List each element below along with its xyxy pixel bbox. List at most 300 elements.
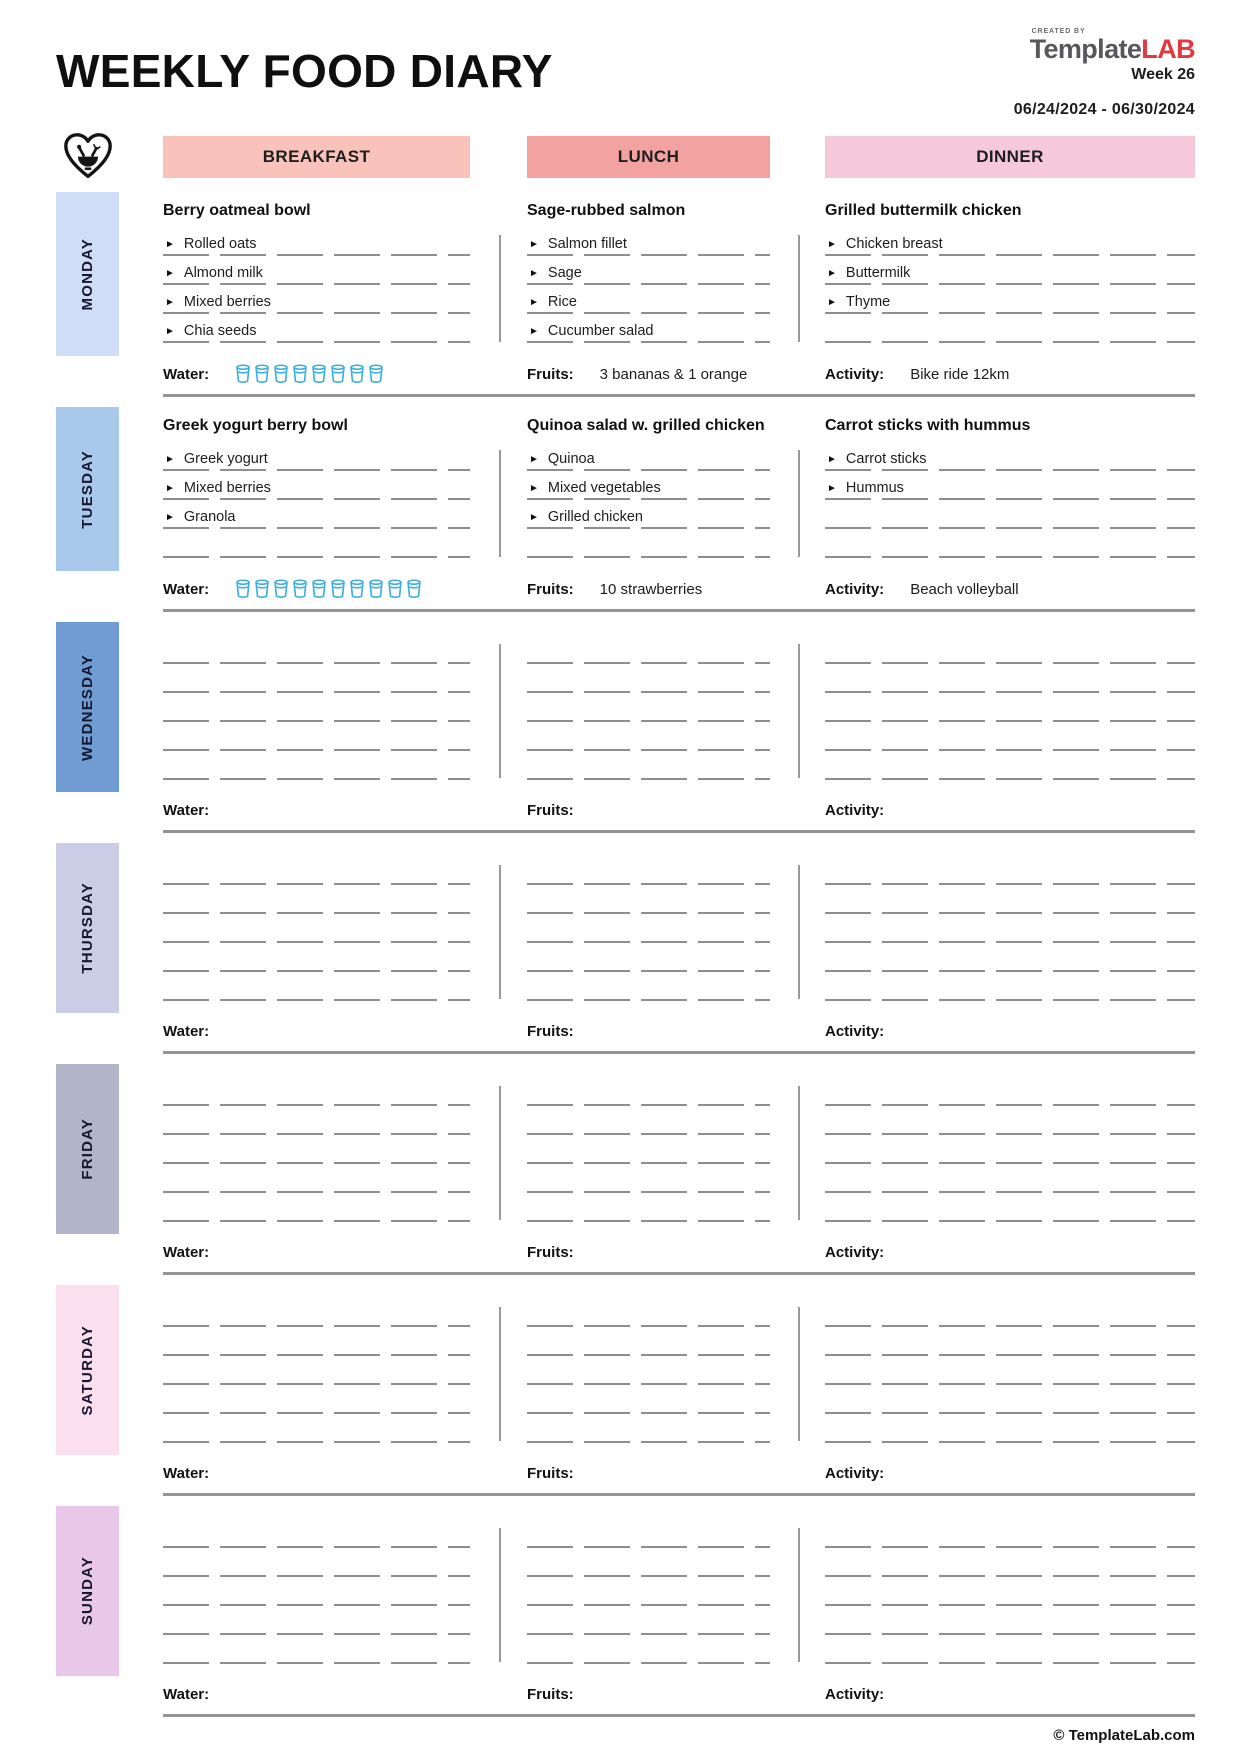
day-tab-saturday — [56, 1285, 119, 1455]
water-label: Water: — [163, 580, 210, 598]
water-cup-icon[interactable] — [368, 364, 384, 384]
meal-item[interactable] — [163, 316, 470, 345]
day-label: SUNDAY — [79, 1556, 96, 1626]
water-tracker — [163, 1023, 470, 1040]
column-header-dinner: DINNER — [825, 136, 1195, 178]
day-separator — [163, 830, 1195, 833]
meal-breakfast — [163, 637, 470, 782]
meal-title: Sage-rubbed salmon — [527, 202, 686, 219]
meal-item[interactable] — [163, 473, 470, 502]
meal-item[interactable] — [527, 473, 770, 502]
fruits-label: Fruits: — [527, 1022, 574, 1040]
meal-dinner — [825, 415, 1195, 561]
meal-item-text: Quinoa — [547, 451, 595, 467]
blank-entry-line[interactable] — [825, 1079, 1195, 1108]
blank-entry-line[interactable] — [163, 974, 470, 1003]
blank-entry-line[interactable] — [825, 1579, 1195, 1608]
blank-entry-line[interactable] — [163, 1521, 470, 1550]
blank-entry-line[interactable] — [163, 1079, 470, 1108]
date-range: 06/24/2024 - 06/30/2024 — [1013, 101, 1195, 118]
water-label: Water: — [163, 1243, 210, 1261]
day-stats — [163, 1234, 1195, 1270]
meals-grid — [163, 843, 1195, 1013]
blank-entry-line[interactable] — [527, 945, 770, 974]
blank-entry-line[interactable] — [527, 974, 770, 1003]
blank-entry-line[interactable] — [527, 1637, 770, 1666]
bullet-icon: ► — [165, 512, 175, 523]
day-row-tuesday — [56, 407, 1195, 612]
blank-entry-line[interactable] — [527, 1416, 770, 1445]
meal-item[interactable] — [163, 258, 470, 287]
column-divider — [470, 858, 527, 1003]
meals-grid — [163, 192, 1195, 356]
blank-entry-line[interactable] — [527, 1300, 770, 1329]
blank-entry-line[interactable] — [825, 858, 1195, 887]
meal-item[interactable] — [825, 473, 1195, 502]
blank-entry-line[interactable] — [825, 1166, 1195, 1195]
bullet-icon: ► — [529, 268, 539, 279]
water-cup-icon[interactable] — [292, 579, 308, 599]
blank-entry-line[interactable] — [825, 531, 1195, 560]
blank-entry-line[interactable] — [163, 1637, 470, 1666]
blank-entry-line[interactable] — [527, 1579, 770, 1608]
day-row-friday — [56, 1064, 1195, 1275]
fruits-field — [527, 366, 770, 383]
column-header-breakfast: BREAKFAST — [163, 136, 470, 178]
column-header-lunch: LUNCH — [527, 136, 770, 178]
bullet-icon: ► — [827, 454, 837, 465]
meal-item[interactable] — [527, 502, 770, 531]
day-label: MONDAY — [79, 237, 96, 311]
fruits-field — [527, 1686, 770, 1703]
water-cup-icon[interactable] — [273, 579, 289, 599]
activity-field — [825, 802, 1195, 819]
blank-entry-line[interactable] — [163, 887, 470, 916]
bullet-icon: ► — [827, 297, 837, 308]
blank-entry-line[interactable] — [527, 753, 770, 782]
meal-item[interactable] — [163, 229, 470, 258]
meal-dinner — [825, 1521, 1195, 1666]
day-row-thursday — [56, 843, 1195, 1054]
column-divider — [770, 637, 825, 782]
heart-utensils-icon — [56, 132, 119, 182]
blank-entry-line[interactable] — [825, 502, 1195, 531]
blank-entry-line[interactable] — [825, 1108, 1195, 1137]
blank-entry-line[interactable] — [825, 1329, 1195, 1358]
footer-link[interactable]: © TemplateLab.com — [1053, 1727, 1195, 1744]
blank-entry-line[interactable] — [825, 695, 1195, 724]
column-divider — [470, 637, 527, 782]
meal-item[interactable] — [527, 316, 770, 345]
fruits-field — [527, 802, 770, 819]
blank-entry-line[interactable] — [163, 1416, 470, 1445]
meal-breakfast — [163, 415, 470, 561]
bullet-icon: ► — [529, 454, 539, 465]
brand-block — [1014, 26, 1195, 119]
water-cup-icon[interactable] — [254, 579, 270, 599]
bullet-icon: ► — [165, 483, 175, 494]
meal-item-text: Chia seeds — [183, 323, 257, 339]
fruits-label: Fruits: — [527, 580, 574, 598]
water-cup-icon[interactable] — [330, 579, 346, 599]
water-tracker — [163, 579, 470, 599]
meal-item-text: Carrot sticks — [845, 451, 927, 467]
fruits-value[interactable]: 10 strawberries — [599, 580, 703, 598]
blank-entry-line[interactable] — [825, 1358, 1195, 1387]
activity-field — [825, 366, 1195, 383]
blank-entry-line[interactable] — [527, 724, 770, 753]
water-cups — [235, 579, 422, 599]
activity-field — [825, 1465, 1195, 1482]
diary-days — [56, 192, 1195, 1717]
meal-item[interactable] — [825, 229, 1195, 258]
meal-title: Greek yogurt berry bowl — [163, 417, 348, 434]
meal-dinner — [825, 637, 1195, 782]
blank-entry-line[interactable] — [825, 666, 1195, 695]
day-label: TUESDAY — [79, 449, 96, 529]
blank-entry-line[interactable] — [825, 316, 1195, 345]
activity-label: Activity: — [825, 801, 885, 819]
blank-entry-line[interactable] — [527, 637, 770, 666]
column-divider — [770, 1300, 825, 1445]
activity-label: Activity: — [825, 1685, 885, 1703]
column-divider — [770, 858, 825, 1003]
blank-entry-line[interactable] — [527, 1550, 770, 1579]
meal-item-text: Chicken breast — [845, 236, 943, 252]
blank-entry-line[interactable] — [825, 945, 1195, 974]
day-separator — [163, 1493, 1195, 1496]
bullet-icon: ► — [529, 239, 539, 250]
day-tab-tuesday — [56, 407, 119, 571]
day-row-saturday — [56, 1285, 1195, 1496]
week-label: Week 26 — [1131, 66, 1195, 83]
blank-entry-line[interactable] — [825, 974, 1195, 1003]
blank-entry-line[interactable] — [527, 666, 770, 695]
meal-breakfast — [163, 1300, 470, 1445]
water-cup-icon[interactable] — [311, 579, 327, 599]
brand-logo — [1030, 28, 1195, 63]
meal-item-text: Thyme — [845, 294, 891, 310]
blank-entry-line[interactable] — [163, 531, 470, 560]
meal-breakfast — [163, 858, 470, 1003]
blank-entry-line[interactable] — [163, 1108, 470, 1137]
day-stats — [163, 356, 1195, 392]
water-cup-icon[interactable] — [254, 364, 270, 384]
meal-dinner — [825, 1079, 1195, 1224]
day-tab-wednesday — [56, 622, 119, 792]
fruits-label: Fruits: — [527, 365, 574, 383]
water-label: Water: — [163, 801, 210, 819]
meal-item-text: Sage — [547, 265, 582, 281]
day-label: SATURDAY — [79, 1324, 96, 1416]
fruits-label: Fruits: — [527, 1243, 574, 1261]
water-cup-icon[interactable] — [349, 579, 365, 599]
meal-item[interactable] — [527, 229, 770, 258]
day-separator — [163, 1051, 1195, 1054]
bullet-icon: ► — [165, 454, 175, 465]
day-tab-thursday — [56, 843, 119, 1013]
day-separator — [163, 609, 1195, 612]
meal-lunch — [527, 858, 770, 1003]
water-tracker — [163, 1465, 470, 1482]
blank-entry-line[interactable] — [825, 1416, 1195, 1445]
day-separator — [163, 1272, 1195, 1275]
blank-entry-line[interactable] — [825, 1550, 1195, 1579]
blank-entry-line[interactable] — [825, 887, 1195, 916]
day-row-sunday — [56, 1506, 1195, 1717]
blank-entry-line[interactable] — [527, 695, 770, 724]
fruits-label: Fruits: — [527, 1685, 574, 1703]
day-stats — [163, 1455, 1195, 1491]
meal-item[interactable] — [527, 258, 770, 287]
bullet-icon: ► — [165, 268, 175, 279]
blank-entry-line[interactable] — [163, 637, 470, 666]
meal-item-text: Granola — [183, 509, 236, 525]
blank-entry-line[interactable] — [825, 1608, 1195, 1637]
meal-title: Quinoa salad w. grilled chicken — [527, 417, 765, 434]
blank-entry-line[interactable] — [163, 666, 470, 695]
blank-entry-line[interactable] — [825, 1387, 1195, 1416]
meal-lunch — [527, 637, 770, 782]
bullet-icon: ► — [529, 326, 539, 337]
bullet-icon: ► — [529, 483, 539, 494]
meal-item-text: Mixed vegetables — [547, 480, 661, 496]
meal-lunch — [527, 415, 770, 561]
blank-entry-line[interactable] — [527, 858, 770, 887]
meals-grid — [163, 1285, 1195, 1455]
blank-entry-line[interactable] — [527, 1137, 770, 1166]
blank-entry-line[interactable] — [825, 1300, 1195, 1329]
meal-item-text: Mixed berries — [183, 480, 271, 496]
water-tracker — [163, 1244, 470, 1261]
blank-entry-line[interactable] — [825, 1521, 1195, 1550]
water-label: Water: — [163, 1685, 210, 1703]
bullet-icon: ► — [827, 483, 837, 494]
activity-field — [825, 1686, 1195, 1703]
blank-entry-line[interactable] — [163, 1358, 470, 1387]
day-tab-friday — [56, 1064, 119, 1234]
activity-field — [825, 581, 1195, 598]
activity-field — [825, 1023, 1195, 1040]
blank-entry-line[interactable] — [163, 1329, 470, 1358]
blank-entry-line[interactable] — [163, 1550, 470, 1579]
water-cup-icon[interactable] — [292, 364, 308, 384]
day-row-wednesday — [56, 622, 1195, 833]
page-title: WEEKLY FOOD DIARY — [56, 45, 553, 97]
meal-item-text: Hummus — [845, 480, 904, 496]
meal-item-text: Rolled oats — [183, 236, 257, 252]
bullet-icon: ► — [165, 326, 175, 337]
activity-label: Activity: — [825, 365, 885, 383]
column-divider — [770, 1521, 825, 1666]
masthead — [56, 26, 1195, 132]
bullet-icon: ► — [827, 239, 837, 250]
meal-item[interactable] — [825, 444, 1195, 473]
meal-item[interactable] — [825, 287, 1195, 316]
meals-grid — [163, 1064, 1195, 1234]
day-stats — [163, 1676, 1195, 1712]
column-divider — [470, 200, 527, 346]
blank-entry-line[interactable] — [527, 531, 770, 560]
bullet-icon: ► — [529, 297, 539, 308]
blank-entry-line[interactable] — [527, 1166, 770, 1195]
meal-item-text: Rice — [547, 294, 577, 310]
water-cup-icon[interactable] — [330, 364, 346, 384]
bullet-icon: ► — [827, 268, 837, 279]
water-cup-icon[interactable] — [311, 364, 327, 384]
day-stats — [163, 1013, 1195, 1049]
water-cup-icon[interactable] — [235, 364, 251, 384]
water-cup-icon[interactable] — [273, 364, 289, 384]
water-cup-icon[interactable] — [387, 579, 403, 599]
water-cup-icon[interactable] — [235, 579, 251, 599]
blank-entry-line[interactable] — [163, 753, 470, 782]
day-row-monday — [56, 192, 1195, 397]
blank-entry-line[interactable] — [163, 1608, 470, 1637]
footer — [163, 1727, 1195, 1745]
water-tracker — [163, 364, 470, 384]
meal-breakfast — [163, 1521, 470, 1666]
fruits-field — [527, 1023, 770, 1040]
meal-lunch — [527, 1521, 770, 1666]
bullet-icon: ► — [529, 512, 539, 523]
meals-grid — [163, 1506, 1195, 1676]
meal-item-text: Buttermilk — [845, 265, 911, 281]
blank-entry-line[interactable] — [163, 695, 470, 724]
blank-entry-line[interactable] — [163, 1195, 470, 1224]
activity-field — [825, 1244, 1195, 1261]
meal-item-text: Greek yogurt — [183, 451, 268, 467]
brand-created-by: CREATED BY — [1031, 28, 1086, 35]
day-stats — [163, 571, 1195, 607]
meal-item-text: Almond milk — [183, 265, 263, 281]
column-divider — [470, 415, 527, 561]
meal-dinner — [825, 1300, 1195, 1445]
day-label: THURSDAY — [79, 882, 96, 974]
blank-entry-line[interactable] — [163, 916, 470, 945]
activity-value[interactable]: Bike ride 12km — [910, 365, 1010, 383]
blank-entry-line[interactable] — [163, 1579, 470, 1608]
blank-entry-line[interactable] — [527, 916, 770, 945]
blank-entry-line[interactable] — [825, 1195, 1195, 1224]
water-tracker — [163, 802, 470, 819]
fruits-field — [527, 1244, 770, 1261]
blank-entry-line[interactable] — [163, 1166, 470, 1195]
meal-dinner — [825, 858, 1195, 1003]
brand-name: TemplateLAB — [1029, 34, 1195, 64]
column-divider — [470, 1300, 527, 1445]
meal-lunch — [527, 200, 770, 346]
day-tab-monday — [56, 192, 119, 356]
fruits-label: Fruits: — [527, 1464, 574, 1482]
meal-item[interactable] — [527, 287, 770, 316]
fruits-field — [527, 1465, 770, 1482]
meal-breakfast — [163, 1079, 470, 1224]
blank-entry-line[interactable] — [825, 724, 1195, 753]
meal-item[interactable] — [163, 287, 470, 316]
day-label: FRIDAY — [79, 1118, 96, 1180]
meal-title: Berry oatmeal bowl — [163, 202, 311, 219]
blank-entry-line[interactable] — [163, 1300, 470, 1329]
day-label: WEDNESDAY — [79, 653, 96, 761]
column-headers — [56, 132, 1195, 182]
water-label: Water: — [163, 1464, 210, 1482]
meal-lunch — [527, 1300, 770, 1445]
water-label: Water: — [163, 1022, 210, 1040]
day-stats — [163, 792, 1195, 828]
fruits-label: Fruits: — [527, 801, 574, 819]
meal-item[interactable] — [163, 444, 470, 473]
water-label: Water: — [163, 365, 210, 383]
day-separator — [163, 394, 1195, 397]
meal-item[interactable] — [527, 444, 770, 473]
activity-label: Activity: — [825, 1022, 885, 1040]
column-divider — [770, 415, 825, 561]
blank-entry-line[interactable] — [527, 887, 770, 916]
meals-grid — [163, 622, 1195, 792]
column-divider — [470, 1079, 527, 1224]
meal-item-text: Salmon fillet — [547, 236, 627, 252]
water-tracker — [163, 1686, 470, 1703]
fruits-value[interactable]: 3 bananas & 1 orange — [599, 365, 748, 383]
meal-title: Carrot sticks with hummus — [825, 417, 1031, 434]
column-divider — [470, 1521, 527, 1666]
blank-entry-line[interactable] — [163, 724, 470, 753]
meal-item[interactable] — [825, 258, 1195, 287]
column-divider — [770, 200, 825, 346]
water-cup-icon[interactable] — [368, 579, 384, 599]
meal-lunch — [527, 1079, 770, 1224]
meal-item-text: Grilled chicken — [547, 509, 643, 525]
activity-label: Activity: — [825, 580, 885, 598]
bullet-icon: ► — [165, 297, 175, 308]
activity-label: Activity: — [825, 1243, 885, 1261]
meals-grid — [163, 407, 1195, 571]
blank-entry-line[interactable] — [527, 1608, 770, 1637]
meal-item[interactable] — [163, 502, 470, 531]
blank-entry-line[interactable] — [825, 1637, 1195, 1666]
blank-entry-line[interactable] — [527, 1195, 770, 1224]
meal-title: Grilled buttermilk chicken — [825, 202, 1022, 219]
day-tab-sunday — [56, 1506, 119, 1676]
meal-item-text: Cucumber salad — [547, 323, 654, 339]
water-cup-icon[interactable] — [406, 579, 422, 599]
blank-entry-line[interactable] — [163, 1137, 470, 1166]
blank-entry-line[interactable] — [527, 1108, 770, 1137]
meal-item-text: Mixed berries — [183, 294, 271, 310]
blank-entry-line[interactable] — [527, 1329, 770, 1358]
blank-entry-line[interactable] — [527, 1079, 770, 1108]
water-cup-icon[interactable] — [349, 364, 365, 384]
blank-entry-line[interactable] — [825, 637, 1195, 666]
column-divider — [770, 1079, 825, 1224]
blank-entry-line[interactable] — [825, 916, 1195, 945]
day-separator — [163, 1714, 1195, 1717]
blank-entry-line[interactable] — [163, 858, 470, 887]
blank-entry-line[interactable] — [825, 1137, 1195, 1166]
meal-breakfast — [163, 200, 470, 346]
blank-entry-line[interactable] — [527, 1358, 770, 1387]
blank-entry-line[interactable] — [527, 1387, 770, 1416]
meal-dinner — [825, 200, 1195, 346]
blank-entry-line[interactable] — [163, 945, 470, 974]
blank-entry-line[interactable] — [163, 1387, 470, 1416]
blank-entry-line[interactable] — [825, 753, 1195, 782]
activity-label: Activity: — [825, 1464, 885, 1482]
bullet-icon: ► — [165, 239, 175, 250]
activity-value[interactable]: Beach volleyball — [910, 580, 1019, 598]
blank-entry-line[interactable] — [527, 1521, 770, 1550]
